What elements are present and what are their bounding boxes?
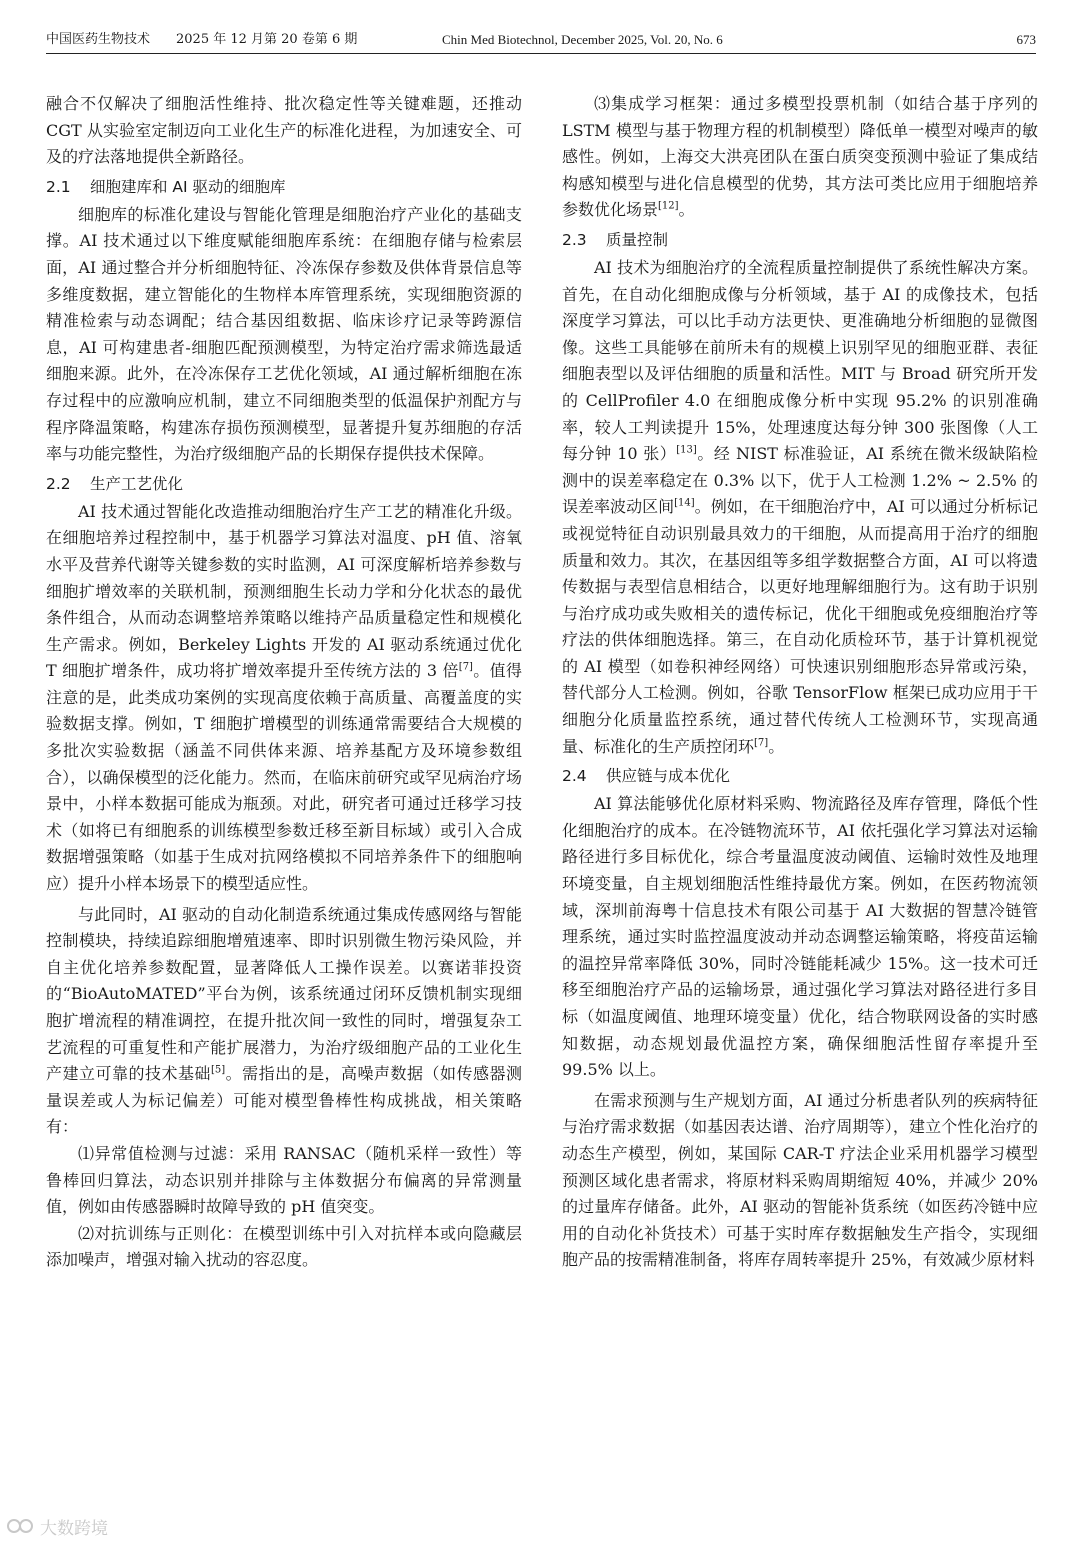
journal-name: 中国医药生物技术 <box>46 32 151 47</box>
text-run: 。值得注意的是，此类成功案例的实现高度依赖于高质量、高覆盖度的实验数据支撑。例如，T 细胞扩增模型的训练通常需要结合大规模的多批次实验数据（涵盖不同供体来源、培养基配方及环境参数组合），以确保模型的泛化能力。然而，在临床前研究或罕见病治疗场景中，小样本数据可能成为瓶颈。对此，研究者可通过迁移学习技术（如将已有细胞系的训练模型参数迁移至新目标域）或引入合成数据增强策略（如基于生成对抗网络模拟不同培养条件下的细胞响应）提升小样本场景下的模型适应性。 <box>46 661 522 894</box>
text-run: 。 <box>678 200 695 220</box>
section-title: 生产工艺优化 <box>90 474 184 493</box>
section-number: 2.1 <box>46 177 71 196</box>
citation-ref: [13] <box>676 444 697 456</box>
section-heading-2-2 <box>46 471 522 497</box>
list-item-adversarial-training: ⑵对抗训练与正则化：在模型训练中引入对抗样本或向隐藏层添加噪声，增强对输入扰动的容忍度。 <box>46 1223 522 1270</box>
running-header <box>46 30 1036 54</box>
left-column <box>46 91 522 1521</box>
watermark-text: 大数跨境 <box>40 1518 108 1539</box>
watermark-logo-icon <box>6 1516 36 1536</box>
section-heading-2-3 <box>562 227 1038 253</box>
text-run: 。经 NIST 标准验证，AI 系统在微米级缺陷检测中的误差率稳定在 0.3% 以下，优于人工检测 1.2% ~ 2.5% 的误差率波动区间 <box>562 444 1038 517</box>
paragraph-automated-manufacturing <box>46 902 522 1141</box>
paragraph-intro-continuation: 融合不仅解决了细胞活性维持、批次稳定性等关键难题，还推动 CGT 从实验室定制迈向工业化生产的标准化进程，为加速安全、可及的疗法落地提供全新路径。 <box>46 94 522 167</box>
right-column <box>562 91 1038 1521</box>
paragraph-supply-chain: AI 算法能够优化原材料采购、物流路径及库存管理，降低个性化细胞治疗的成本。在冷链物流环节，AI 依托强化学习算法对运输路径进行多目标优化，综合考量温度波动阈值、运输时效性及地理环境变量，自主规划细胞活性维持最优方案。例如，在医药物流领域，深圳前海粤十信息技术有限公司基于 AI 大数据的智慧冷链管理系统，通过实时监控温度波动并动态调整运输策略，将疫苗运输的温控异常率降低 30%，同时冷链能耗减少 15%。这一技术可迁移至细胞治疗产品的运输场景，通过强化学习算法对路径进行多目标（如温度阈值、地理环境变量）优化，结合物联网设备的实时感知数据，动态规划最优温控方案，确保细胞活性留存率提升至 99.5% 以上。 <box>562 794 1038 1080</box>
citation-ref: [14] <box>674 497 695 509</box>
section-title: 供应链与成本优化 <box>606 767 731 786</box>
section-number: 2.2 <box>46 474 71 493</box>
page-number: 673 <box>1016 32 1036 47</box>
text-run: 。需指出的是，高噪声数据（如传感器测量误差或人为标记偏差）可能对模型鲁棒性构成挑战，相关策略有： <box>46 1064 522 1137</box>
section-heading-2-1 <box>46 174 522 200</box>
paragraph-quality-control <box>562 255 1038 760</box>
text-run: 。 <box>768 736 785 756</box>
paragraph-process-optimization <box>46 499 522 898</box>
citation-ref: [7] <box>754 737 769 749</box>
section-number: 2.3 <box>562 230 587 249</box>
text-run: AI 技术通过智能化改造推动细胞治疗生产工艺的精准化升级。在细胞培养过程控制中，基于机器学习算法对温度、pH 值、溶氧水平及营养代谢等关键参数的实时监测，AI 可深度解析培养参数与细胞扩增效率的关联机制，预测细胞生长动力学和分化状态的最优条件组合，从而动态调整培养策略以维持产品质量稳定性和规模化生产需求。例如，Berkeley Lights 开发的 AI 驱动系统通过优化 T 细胞扩增条件，成功将扩增效率提升至传统方法的 3 倍 <box>46 501 522 681</box>
section-number: 2.4 <box>562 767 587 786</box>
citation-ref: [12] <box>658 201 679 213</box>
english-citation: Chin Med Biotechnol, December 2025, Vol. 20, No. 6 <box>442 32 723 47</box>
paragraph-cell-bank: 细胞库的标准化建设与智能化管理是细胞治疗产业化的基础支撑。AI 技术通过以下维度赋能细胞库系统：在细胞存储与检索层面，AI 通过整合并分析细胞特征、冷冻保存参数及供体背景信息等多维度数据，建立智能化的生物样本库管理系统，实现细胞资源的精准检索与动态调配；结合基因组数据、临床诊疗记录等跨源信息，AI 可构建患者-细胞匹配预测模型，为特定治疗需求筛选最适细胞来源。此外，在冷冻保存工艺优化领域，AI 通过解析细胞在冻存过程中的应激响应机制，建立不同细胞类型的低温保护剂配方与程序降温策略，构建冻存损伤预测模型，显著提升复苏细胞的存活率与功能完整性，为治疗级细胞产品的长期保存提供技术保障。 <box>46 204 522 464</box>
text-run: 。例如，在干细胞治疗中，AI 可以通过分析标记或视觉特征自动识别最具效力的干细胞，从而提高用于治疗的细胞质量和效力。其次，在基因组等多组学数据整合方面，AI 可以将遗传数据与表型信息相结合，以更好地理解细胞行为。这有助于识别与治疗成功或失败相关的遗传标记，优化干细胞或免疫细胞治疗等疗法的供体细胞选择。第三，在自动化质检环节，基于计算机视觉的 AI 模型（如卷积神经网络）可快速识别细胞形态异常或污染，替代部分人工检测。例如，谷歌 TensorFlow 框架已成功应用于干细胞分化质量监控系统，通过替代传统人工检测环节，实现高通量、标准化的生产质控闭环 <box>562 497 1038 756</box>
text-run: ⑶集成学习框架：通过多模型投票机制（如结合基于序列的 LSTM 模型与基于物理方程的机制模型）降低单一模型对噪声的敏感性。例如，上海交大洪亮团队在蛋白质突变预测中验证了集成结构感知模型与进化信息模型的优势，其方法可类比应用于细胞培养参数优化场景 <box>562 94 1038 220</box>
list-item-outlier-detection: ⑴异常值检测与过滤：采用 RANSAC（随机采样一致性）等鲁棒回归算法，动态识别并排除与主体数据分布偏离的异常测量值，例如由传感器瞬时故障导致的 pH 值突变。 <box>46 1143 522 1217</box>
list-item-ensemble-learning <box>562 91 1038 224</box>
issue-info: 2025 年 12 月第 20 卷第 6 期 <box>176 32 358 47</box>
text-run: AI 技术为细胞治疗的全流程质量控制提供了系统性解决方案。首先，在自动化细胞成像与分析领域，基于 AI 的成像技术，包括深度学习算法，可以比手动方法更快、更准确地分析细胞的显微图像。这些工具能够在前所未有的规模上识别罕见的细胞亚群、表征细胞表型以及评估细胞的质量和活性。MIT 与 Broad 研究所开发的 CellProfiler 4.0 在细胞成像分析中实现 95.2% 的识别准确率，较人工判读提升 15%，处理速度达每分钟 300 张图像（人工每分钟 10 张） <box>562 257 1038 464</box>
section-heading-2-4 <box>562 763 1038 789</box>
text-run: 与此同时，AI 驱动的自动化制造系统通过集成传感网络与智能控制模块，持续追踪细胞增殖速率、即时识别微生物污染风险，并自主优化培养参数配置，显著降低人工操作误差。以赛诺菲投资的“BioAutoMATED”平台为例，该系统通过闭环反馈机制实现细胞扩增流程的精准调控，在提升批次间一致性的同时，增强复杂工艺流程的可重复性和产能扩展潜力，为治疗级细胞产品的工业化生产建立可靠的技术基础 <box>46 904 522 1084</box>
section-title: 质量控制 <box>606 230 669 249</box>
paragraph-demand-forecast: 在需求预测与生产规划方面，AI 通过分析患者队列的疾病特征与治疗需求数据（如基因表达谱、治疗周期等），建立个性化治疗的动态生产模型，例如，某国际 CAR-T 疗法企业采用机器学习模型预测区域化患者需求，将原材料采购周期缩短 40%，并减少 20% 的过量库存储备。此外，AI 驱动的智能补货系统（如医药冷链中应用的自动化补货技术）可基于实时库存数据触发生产指令，实现细胞产品的按需精准制备，将库存周转率提升 25%，有效减少原材料 <box>562 1090 1038 1270</box>
section-title: 细胞建库和 AI 驱动的细胞库 <box>90 177 286 196</box>
citation-ref: [7] <box>458 661 473 673</box>
watermark <box>6 1513 108 1539</box>
citation-ref: [5] <box>210 1064 226 1076</box>
